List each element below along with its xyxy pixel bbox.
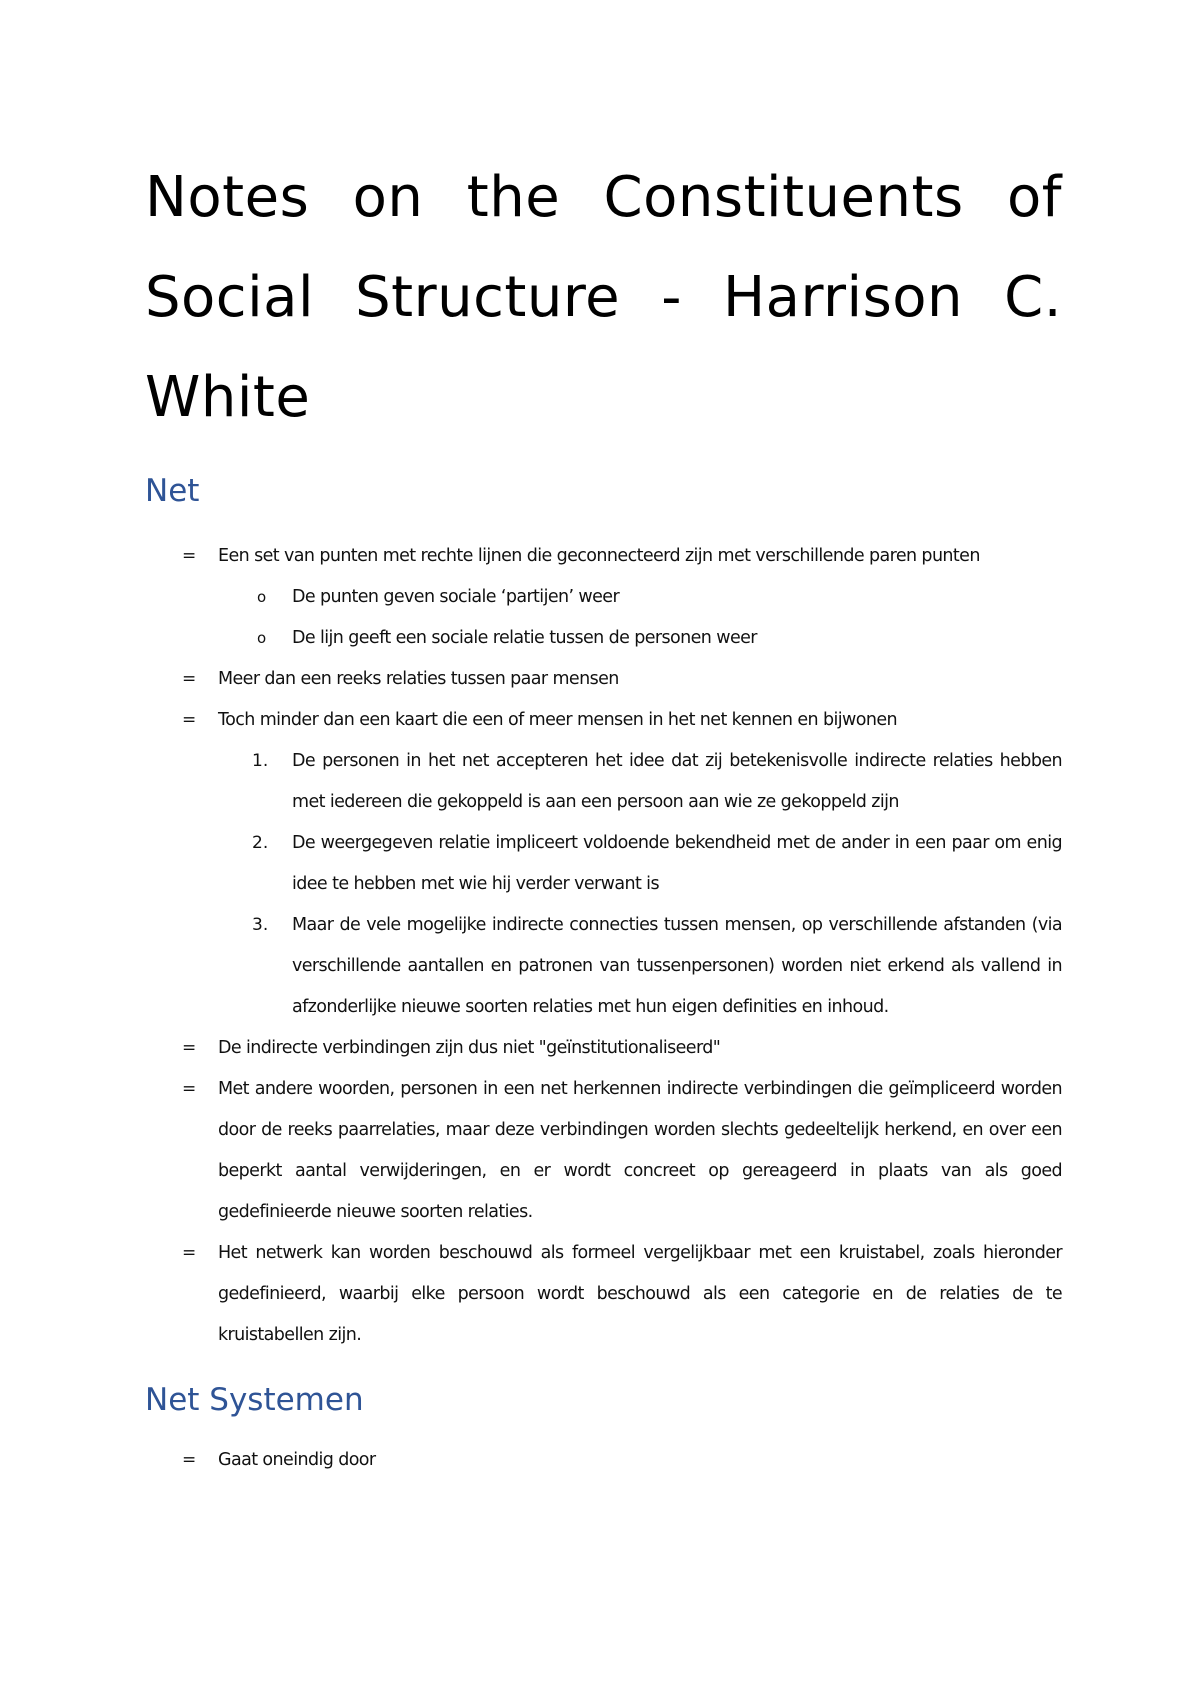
list-item-text: Het netwerk kan worden beschouwd als formeel vergelijkbaar met een kruistabel, zoals hieronder gedefinieerd, waarbij elke persoon wordt beschouwd als een categorie en de relaties de te kruistabellen zijn. <box>218 1243 1062 1345</box>
numbered-list-item <box>145 741 1062 823</box>
list-item-text: De indirecte verbindingen zijn dus niet "geïnstitutionaliseerd" <box>218 1038 721 1058</box>
numbered-list-item <box>145 905 1062 1028</box>
numbered-list-item-text: Maar de vele mogelijke indirecte connecties tussen mensen, op verschillende afstanden (via verschillende aantallen en patronen van tussenpersonen) worden niet erkend als vallend in afzonderlijke nieuwe soorten relaties met hun eigen definities en inhoud. <box>292 915 1062 1017</box>
section-net-systemen-list <box>145 1440 1062 1481</box>
bullet-equals: = <box>182 1243 197 1263</box>
sub-list <box>218 577 1062 659</box>
bullet-circle: o <box>257 588 267 606</box>
sub-list-item-text: De punten geven sociale ‘partijen’ weer <box>292 587 620 607</box>
list-item <box>145 536 1062 659</box>
section-heading-net-systemen: Net Systemen <box>145 1382 364 1418</box>
sub-list-item-text: De lijn geeft een sociale relatie tussen de personen weer <box>292 628 757 648</box>
numbered-list-item <box>145 823 1062 905</box>
list-item <box>145 1028 1062 1069</box>
list-item <box>145 659 1062 700</box>
section-heading-net: Net <box>145 473 200 509</box>
list-number: 1. <box>252 751 269 771</box>
list-item-text: Gaat oneindig door <box>218 1450 376 1470</box>
list-number: 3. <box>252 915 269 935</box>
numbered-list-item-text: De weergegeven relatie impliceert voldoende bekendheid met de ander in een paar om enig idee te hebben met wie hij verder verwant is <box>292 833 1062 894</box>
numbered-sub-list <box>218 741 1062 1028</box>
bullet-equals: = <box>182 710 197 730</box>
list-item <box>145 1440 1062 1481</box>
list-number: 2. <box>252 833 269 853</box>
list-item <box>145 1069 1062 1233</box>
sub-list-item <box>145 618 1062 659</box>
list-item-text: Toch minder dan een kaart die een of meer mensen in het net kennen en bijwonen <box>218 710 897 730</box>
bullet-equals: = <box>182 1079 197 1099</box>
section-net-list <box>145 536 1062 1356</box>
bullet-equals: = <box>182 1038 197 1058</box>
document-title: Notes on the Constituents of Social Structure - Harrison C. White <box>145 165 1062 430</box>
list-item <box>145 700 1062 1028</box>
bullet-equals: = <box>182 1450 197 1470</box>
sub-list-item <box>145 577 1062 618</box>
bullet-equals: = <box>182 546 197 566</box>
numbered-list-item-text: De personen in het net accepteren het idee dat zij betekenisvolle indirecte relaties hebben met iedereen die gekoppeld is aan een persoon aan wie ze gekoppeld zijn <box>292 751 1062 812</box>
list-item-text: Meer dan een reeks relaties tussen paar mensen <box>218 669 619 689</box>
document-page <box>145 148 1062 1481</box>
list-item-text: Een set van punten met rechte lijnen die geconnecteerd zijn met verschillende paren punten <box>218 546 980 566</box>
bullet-equals: = <box>182 669 197 689</box>
list-item-text: Met andere woorden, personen in een net herkennen indirecte verbindingen die geïmpliceerd worden door de reeks paarrelaties, maar deze verbindingen worden slechts gedeeltelijk herkend, en over een beperkt aantal verwijderingen, en er wordt concreet op gereageerd in plaats van als goed gedefinieerde nieuwe soorten relaties. <box>218 1079 1062 1222</box>
bullet-circle: o <box>257 629 267 647</box>
list-item <box>145 1233 1062 1356</box>
